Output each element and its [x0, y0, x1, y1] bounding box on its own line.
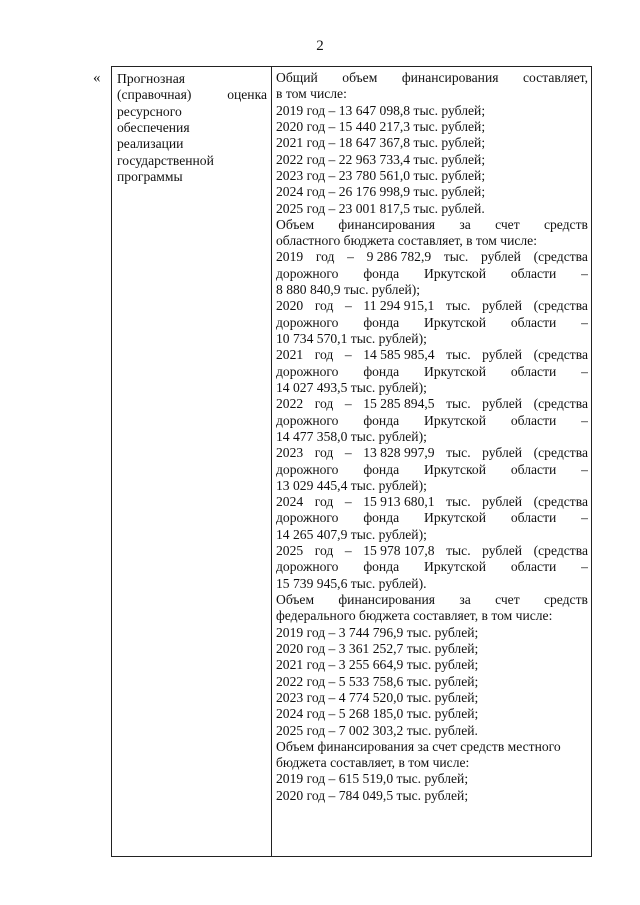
- text-word: 15 913 680,1: [363, 494, 435, 510]
- text-word: –: [344, 445, 352, 461]
- text-word: –: [581, 314, 588, 330]
- road-fund-line: [276, 413, 588, 429]
- text-word: 2024: [276, 494, 304, 510]
- total-year-line: 2023 год – 23 780 561,0 тыс. рублей;: [276, 167, 486, 183]
- text-word: области: [510, 265, 557, 281]
- text-word: Иркутской: [424, 363, 486, 379]
- text-word: год: [314, 396, 334, 412]
- text-word: (средства: [533, 396, 588, 412]
- text-word: фонда: [363, 265, 400, 281]
- text-word: составляет,: [523, 70, 588, 85]
- text-word: –: [581, 559, 588, 575]
- regional-year-line: [276, 249, 588, 265]
- text-word: тыс.: [445, 298, 471, 314]
- text-word: счет: [495, 216, 520, 232]
- regional-year-line: [276, 445, 588, 461]
- regional-year-line: [276, 298, 588, 314]
- regional-funding-intro: областного бюджета составляет, в том числе:: [276, 233, 537, 249]
- text-word: –: [581, 265, 588, 281]
- regional-year-line: [276, 396, 588, 412]
- road-fund-line: [276, 462, 588, 478]
- label-line: Прогнозная: [117, 71, 185, 86]
- resource-table: [111, 66, 592, 857]
- text-word: (средства: [533, 494, 588, 510]
- text-word: фонда: [363, 412, 400, 428]
- federal-funding-intro: федерального бюджета составляет, в том числе:: [276, 608, 553, 624]
- text-word: 2025: [276, 543, 304, 559]
- road-fund-amount-line: 8 880 840,9 тыс. рублей);: [276, 282, 421, 298]
- text-word: (средства: [533, 249, 588, 265]
- text-word: рублей: [482, 298, 522, 314]
- text-word: Иркутской: [424, 510, 486, 526]
- road-fund-amount-line: 15 739 945,6 тыс. рублей).: [276, 575, 427, 591]
- text-word: –: [344, 347, 352, 363]
- text-word: 2023: [276, 445, 304, 461]
- label-line: [117, 86, 267, 102]
- text-word: 15 285 894,5: [363, 396, 435, 412]
- federal-year-line: 2023 год – 4 774 520,0 тыс. рублей;: [276, 689, 479, 705]
- regional-year-line: [276, 543, 588, 559]
- text-word: год: [314, 445, 334, 461]
- federal-funding-intro: [276, 592, 588, 608]
- text-word: финансирования: [401, 70, 499, 85]
- road-fund-line: [276, 559, 588, 575]
- total-year-line: 2025 год – 23 001 817,5 тыс. рублей.: [276, 200, 485, 216]
- text-word: Общий: [276, 70, 318, 85]
- text-word: средств: [543, 216, 588, 232]
- text-word: –: [344, 543, 352, 559]
- regional-funding-intro: [276, 217, 588, 233]
- text-word: фонда: [363, 461, 400, 477]
- road-fund-line: [276, 510, 588, 526]
- column-divider: [271, 67, 272, 856]
- label-line: обеспечения: [117, 119, 190, 135]
- federal-year-line: 2024 год – 5 268 185,0 тыс. рублей;: [276, 706, 479, 722]
- text-word: –: [347, 249, 354, 265]
- local-year-line: 2019 год – 615 519,0 тыс. рублей;: [276, 771, 469, 787]
- text-word: –: [581, 461, 588, 477]
- text-word: 2020: [276, 298, 304, 314]
- text-word: дорожного: [276, 559, 339, 575]
- text-word: дорожного: [276, 363, 339, 379]
- text-word: –: [344, 396, 352, 412]
- label-line: государственной: [117, 152, 214, 168]
- text-word: тыс.: [446, 543, 471, 559]
- text-word: 13 828 997,9: [363, 445, 435, 461]
- text-word: рублей: [481, 249, 521, 265]
- text-word: тыс.: [446, 445, 471, 461]
- text-word: тыс.: [446, 494, 471, 510]
- text-word: (средства: [533, 298, 588, 314]
- text-word: за: [459, 592, 471, 607]
- text-word: счет: [495, 592, 520, 607]
- text-word: 14 585 985,4: [363, 347, 435, 363]
- text-word: –: [581, 412, 588, 428]
- text-word: 15 978 107,8: [363, 543, 435, 559]
- text-word: области: [510, 412, 557, 428]
- total-funding-intro: [276, 70, 588, 86]
- text-word: 9 286 782,9: [366, 249, 432, 265]
- federal-year-line: 2022 год – 5 533 758,6 тыс. рублей;: [276, 673, 479, 689]
- text-word: рублей: [482, 494, 523, 510]
- text-word: области: [510, 314, 557, 330]
- text-word: Объем: [276, 592, 315, 607]
- text-word: 2021: [276, 347, 304, 363]
- local-year-line: 2020 год – 784 049,5 тыс. рублей;: [276, 787, 469, 803]
- local-funding-intro: Объем финансирования за счет средств местного: [276, 738, 561, 754]
- road-fund-line: [276, 315, 588, 331]
- text-word: 2019: [276, 249, 304, 265]
- text-word: год: [314, 494, 334, 510]
- road-fund-amount-line: 10 734 570,1 тыс. рублей);: [276, 331, 427, 346]
- text-word: 11 294 915,1: [363, 298, 435, 314]
- total-funding-intro: в том числе:: [276, 86, 347, 102]
- funding-details-cell: [276, 70, 588, 804]
- text-word: –: [344, 494, 352, 510]
- text-word: финансирования: [338, 216, 436, 232]
- text-word: фонда: [363, 559, 400, 575]
- label-word: (справочная): [117, 87, 192, 103]
- text-word: фонда: [363, 363, 400, 379]
- local-funding-intro: бюджета составляет, в том числе:: [276, 755, 470, 771]
- text-word: дорожного: [276, 412, 339, 428]
- text-word: дорожного: [276, 314, 339, 330]
- federal-year-line: 2019 год – 3 744 796,9 тыс. рублей;: [276, 624, 479, 640]
- text-word: Иркутской: [424, 559, 486, 575]
- text-word: фонда: [363, 510, 400, 526]
- total-year-line: 2024 год – 26 176 998,9 тыс. рублей;: [276, 184, 486, 200]
- text-word: тыс.: [446, 396, 471, 412]
- text-word: –: [581, 363, 588, 379]
- total-year-line: 2019 год – 13 647 098,8 тыс. рублей;: [276, 102, 486, 118]
- label-word: оценка: [227, 87, 267, 103]
- text-word: области: [510, 363, 557, 379]
- text-word: Иркутской: [424, 461, 486, 477]
- road-fund-amount-line: 13 029 445,4 тыс. рублей);: [276, 477, 427, 493]
- text-word: рублей: [482, 543, 523, 559]
- page-number: 2: [316, 38, 324, 54]
- label-line: реализации: [117, 136, 184, 152]
- road-fund-line: [276, 364, 588, 380]
- text-word: области: [510, 559, 557, 575]
- text-word: рублей: [482, 445, 523, 461]
- text-word: тыс.: [446, 347, 471, 363]
- text-word: Иркутской: [424, 412, 486, 428]
- regional-year-line: [276, 347, 588, 363]
- text-word: объем: [342, 70, 378, 85]
- label-line: программы: [117, 168, 183, 184]
- federal-year-line: 2020 год – 3 361 252,7 тыс. рублей;: [276, 640, 479, 656]
- text-word: рублей: [482, 347, 523, 363]
- text-word: дорожного: [276, 265, 339, 281]
- text-word: год: [314, 347, 334, 363]
- text-word: Объем: [276, 216, 315, 232]
- text-word: финансирования: [338, 592, 436, 607]
- text-word: области: [510, 461, 557, 477]
- text-word: –: [581, 510, 588, 526]
- label-line: ресурсного: [117, 103, 182, 119]
- road-fund-line: [276, 266, 588, 282]
- text-word: за: [459, 216, 471, 232]
- text-word: –: [345, 298, 352, 314]
- text-word: средств: [543, 592, 588, 607]
- text-word: фонда: [363, 314, 400, 330]
- federal-year-line: 2021 год – 3 255 664,9 тыс. рублей;: [276, 657, 479, 673]
- row-label-cell: [117, 70, 268, 184]
- total-year-line: 2021 год – 18 647 367,8 тыс. рублей;: [276, 135, 486, 151]
- text-word: год: [315, 249, 335, 265]
- text-word: (средства: [533, 445, 588, 461]
- total-year-line: 2022 год – 22 963 733,4 тыс. рублей;: [276, 151, 486, 167]
- text-word: 2022: [276, 396, 304, 412]
- text-word: год: [314, 298, 334, 314]
- text-word: Иркутской: [424, 265, 486, 281]
- road-fund-amount-line: 14 265 407,9 тыс. рублей);: [276, 526, 427, 542]
- text-word: (средства: [533, 347, 588, 363]
- road-fund-amount-line: 14 027 493,5 тыс. рублей);: [276, 379, 427, 395]
- text-word: Иркутской: [424, 314, 486, 330]
- text-word: дорожного: [276, 510, 339, 526]
- total-year-line: 2020 год – 15 440 217,3 тыс. рублей;: [276, 118, 486, 134]
- road-fund-amount-line: 14 477 358,0 тыс. рублей);: [276, 428, 427, 444]
- regional-year-line: [276, 494, 588, 510]
- text-word: области: [510, 510, 557, 526]
- text-word: (средства: [533, 543, 588, 559]
- text-word: дорожного: [276, 461, 339, 477]
- text-word: год: [314, 543, 334, 559]
- opening-quote-mark: «: [93, 70, 101, 86]
- text-word: рублей: [482, 396, 523, 412]
- federal-year-line: 2025 год – 7 002 303,2 тыс. рублей.: [276, 722, 478, 738]
- text-word: тыс.: [443, 249, 469, 265]
